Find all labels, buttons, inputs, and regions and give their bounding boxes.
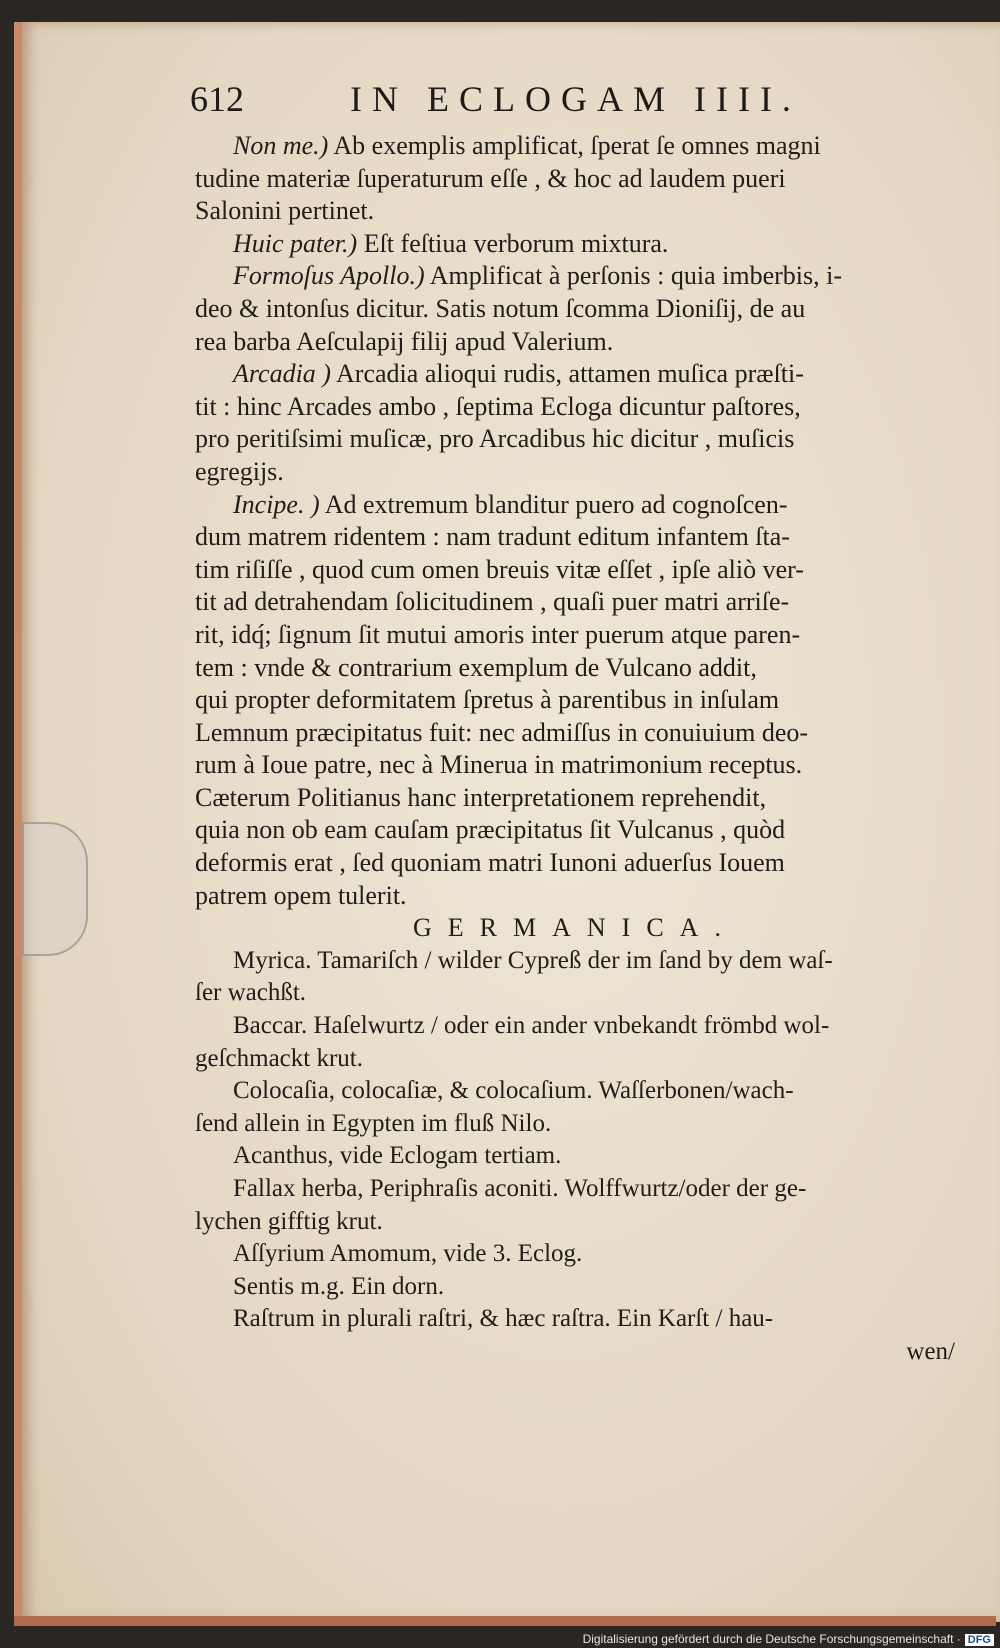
line-text: deo & intonſus dicitur. Satis notum ſcomma Dioniſij, de au — [195, 293, 806, 323]
line-text: Arcadia alioqui rudis, attamen muſica præſti- — [330, 359, 804, 389]
german-gloss-line: Baccar. Haſelwurtz / oder ein ander vnbekandt frömbd wol- — [233, 1012, 830, 1040]
text-line — [195, 521, 955, 554]
text-line — [195, 456, 955, 489]
german-gloss-line: ſend allein in Egypten im fluß Nilo. — [195, 1109, 552, 1137]
lemma: Huic pater.) — [233, 228, 358, 258]
text-line — [195, 814, 955, 847]
line-text: tem : vnde & contrarium exemplum de Vulcano addit, — [195, 652, 757, 682]
german-gloss-line: lychen gifftig krut. — [195, 1207, 383, 1235]
footer-credit — [583, 1632, 994, 1646]
text-line — [195, 717, 955, 750]
page-clip — [22, 822, 88, 956]
page-header — [190, 78, 950, 128]
line-text: tit ad detrahendam ſolicitudinem , quaſi puer matri arriſe- — [195, 587, 790, 617]
line-text: Eſt feſtiua verborum mixtura. — [357, 228, 669, 258]
line-text: Lemnum præcipitatus fuit: nec admiſſus in conuiuium deo- — [195, 717, 809, 747]
line-text: rum à Ioue patre, nec à Minerua in matrimonium receptus. — [195, 750, 803, 780]
page-edge — [14, 1616, 996, 1626]
text-line — [195, 195, 955, 228]
text-line — [195, 554, 955, 587]
line-text: Ab exemplis amplificat, ſperat ſe omnes magni — [328, 131, 821, 160]
german-gloss-line: wen/ — [906, 1337, 955, 1365]
line-text: Ad extremum blanditur puero ad cognoſcen- — [319, 489, 788, 519]
german-gloss-line: geſchmackt krut. — [195, 1044, 363, 1072]
line-text: qui propter deformitatem ſpretus à parentibus in inſulam — [195, 685, 780, 715]
line-text: Cæterum Politianus hanc interpretationem reprehendit, — [195, 782, 767, 812]
german-gloss-line: Colocaſia, colocaſiæ, & colocaſium. Waſſerbonen/wach- — [233, 1077, 794, 1105]
line-text: Amplificat à perſonis : quia imberbis, i- — [424, 261, 842, 291]
line-text: dum matrem ridentem : nam tradunt editum infantem ſta- — [195, 522, 790, 552]
dfg-logo: DFG — [965, 1634, 994, 1646]
text-line — [195, 586, 955, 619]
text-line — [195, 684, 955, 717]
text-line — [195, 326, 955, 359]
line-text: rea barba Aeſculapij filij apud Valerium. — [195, 326, 614, 356]
german-gloss-line: Acanthus, vide Eclogam tertiam. — [233, 1142, 562, 1170]
lemma: Non me.) — [233, 131, 329, 160]
text-line — [195, 358, 955, 391]
lemma: Incipe. ) — [233, 489, 320, 519]
german-gloss-line: Fallax herba, Periphraſis aconiti. Wolffwurtz/oder der ge- — [233, 1175, 807, 1202]
running-title: IN ECLOGAM IIII. — [350, 79, 801, 119]
line-text: egregijs. — [195, 456, 284, 486]
line-text: rit, idq́; ſignum ſit mutui amoris inter puerum atque paren- — [195, 619, 801, 649]
german-gloss-line: Raſtrum in plurali raſtri, & hæc raſtra. Ein Karſt / hau- — [233, 1305, 774, 1333]
line-text: quia non ob eam cauſam præcipitatus ſit Vulcanus , quòd — [195, 815, 786, 845]
line-text: tit : hinc Arcades ambo , ſeptima Ecloga dicuntur paſtores, — [195, 391, 801, 421]
text-line — [195, 489, 955, 522]
text-line — [195, 260, 955, 293]
text-line — [195, 163, 955, 196]
text-line — [195, 130, 955, 163]
commentary-text — [195, 130, 955, 1369]
section-title: GERMANICA. — [413, 913, 737, 943]
lemma: Arcadia ) — [233, 359, 331, 389]
text-line — [195, 423, 955, 456]
text-line — [195, 228, 955, 261]
line-text: Salonini pertinet. — [195, 196, 375, 226]
german-gloss-line: Aſſyrium Amomum, vide 3. Eclog. — [233, 1240, 583, 1268]
text-line — [195, 391, 955, 424]
lemma: Formoſus Apollo.) — [233, 261, 425, 291]
line-text: patrem opem tulerit. — [195, 880, 407, 910]
text-line — [195, 880, 955, 913]
line-text: pro peritiſsimi muſicæ, pro Arcadibus hic dicitur , muſicis — [195, 424, 795, 454]
line-text: deformis erat , ſed quoniam matri Iunoni aduerſus Iouem — [195, 848, 785, 878]
text-line — [195, 749, 955, 782]
german-gloss-line: Sentis m.g. Ein dorn. — [233, 1272, 445, 1300]
text-line — [195, 847, 955, 880]
line-text: tudine materiæ ſuperaturum eſſe , & hoc ad laudem pueri — [195, 163, 786, 193]
text-line — [195, 652, 955, 685]
text-line — [195, 293, 955, 326]
text-line — [195, 619, 955, 652]
german-gloss-line: Myrica. Tamariſch / wilder Cypreß der im ſand by dem waſ- — [233, 946, 833, 974]
page-number: 612 — [190, 79, 244, 119]
footer-credit-text: Digitalisierung gefördert durch die Deutsche Forschungsgemeinschaft · — [582, 1632, 961, 1646]
german-gloss-line: ſer wachßt. — [195, 979, 307, 1007]
line-text: tim riſiſſe , quod cum omen breuis vitæ eſſet , ipſe aliò ver- — [195, 554, 804, 584]
text-line — [195, 782, 955, 815]
